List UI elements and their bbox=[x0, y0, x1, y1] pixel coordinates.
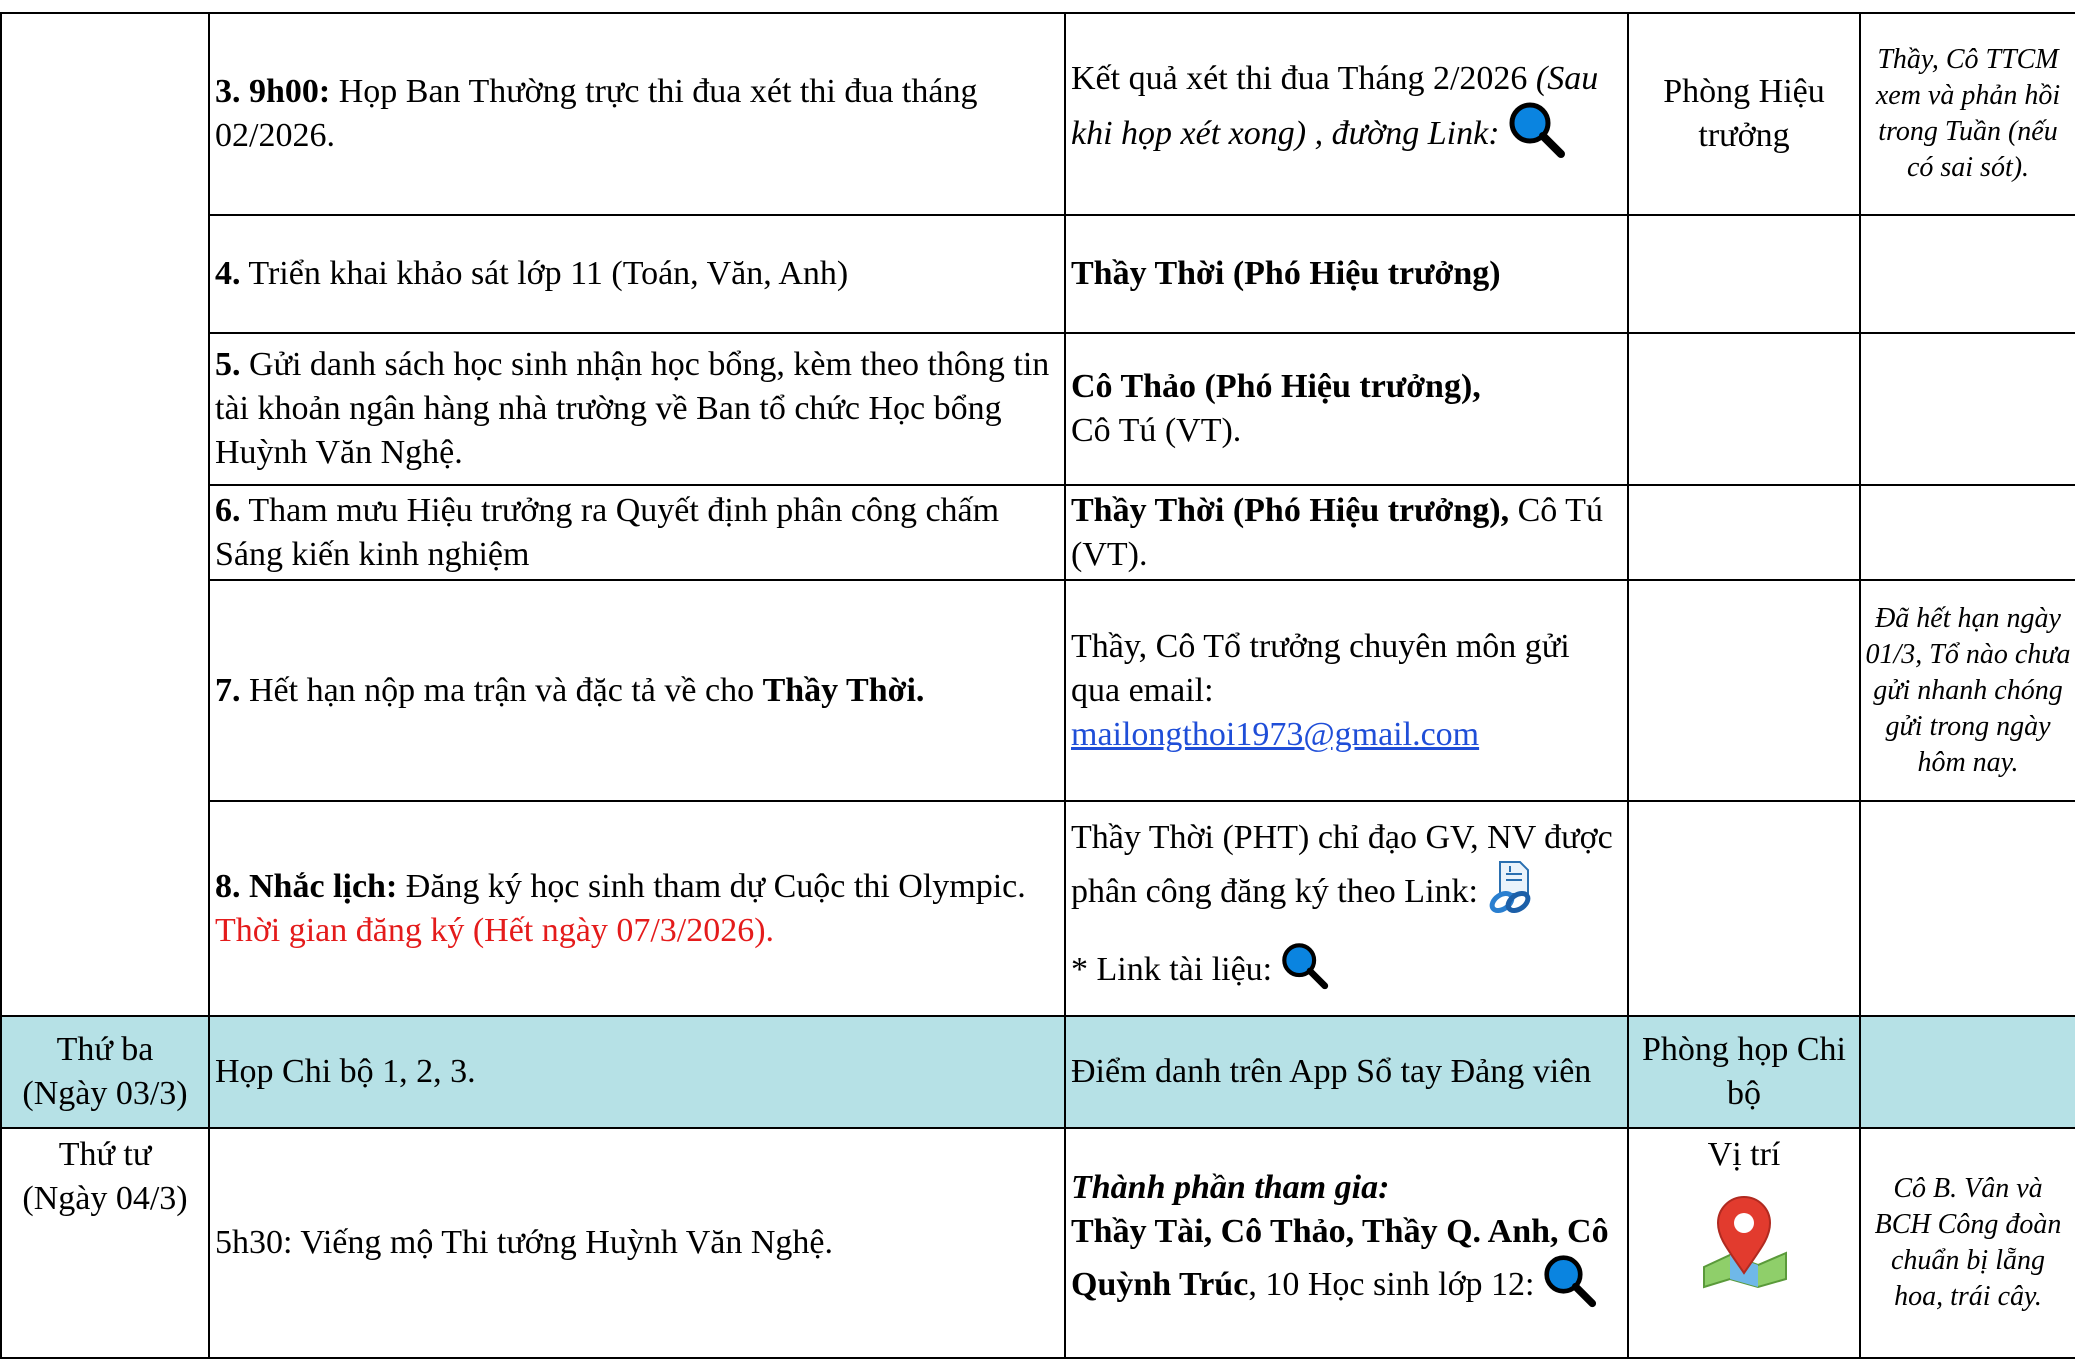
detail-text: Cô Tú (VT). bbox=[1071, 412, 1242, 449]
note-text: Đã hết hạn ngày 01/3, Tổ nào chưa gửi nhanh chóng gửi trong ngày hôm nay. bbox=[1865, 602, 2071, 778]
detail-text: Điểm danh trên App Sổ tay Đảng viên bbox=[1071, 1053, 1592, 1090]
task-bold-end: Thầy Thời. bbox=[762, 671, 925, 709]
detail-cell bbox=[1065, 485, 1628, 580]
place-cell bbox=[1628, 801, 1860, 1016]
task-text: Tham mưu Hiệu trưởng ra Quyết định phân công chấm Sáng kiến kinh nghiệm bbox=[215, 491, 1000, 573]
task-number: 4. bbox=[215, 255, 241, 292]
note-text: Cô B. Vân và BCH Công đoàn chuẩn bị lẵng hoa, trái cây. bbox=[1874, 1173, 2062, 1312]
task-text: Họp Chi bộ 1, 2, 3. bbox=[215, 1053, 476, 1090]
place-text: Phòng Hiệu trưởng bbox=[1663, 73, 1825, 154]
detail-bold: Thầy Thời (Phó Hiệu trưởng) bbox=[1071, 255, 1501, 292]
task-number: 6. bbox=[215, 491, 241, 529]
table-row-tuesday bbox=[1, 1016, 2075, 1128]
magnifier-icon[interactable] bbox=[1508, 101, 1566, 171]
note-cell bbox=[1860, 1016, 2075, 1128]
task-cell bbox=[209, 580, 1065, 801]
table-row bbox=[1, 580, 2075, 801]
table-row bbox=[1, 333, 2075, 485]
task-number: 7. bbox=[215, 671, 241, 709]
table-row bbox=[1, 13, 2075, 215]
note-cell bbox=[1860, 801, 2075, 1016]
detail-label: Thành phần tham gia: bbox=[1071, 1169, 1390, 1206]
task-cell bbox=[209, 215, 1065, 333]
note-cell bbox=[1860, 1128, 2075, 1358]
task-text: Đăng ký học sinh tham dự Cuộc thi Olympic. bbox=[397, 867, 1026, 905]
place-text: Vị trí bbox=[1707, 1136, 1781, 1173]
detail-cell bbox=[1065, 1128, 1628, 1358]
task-cell bbox=[209, 485, 1065, 580]
table-row bbox=[1, 801, 2075, 1016]
detail-cell bbox=[1065, 13, 1628, 215]
detail-text: Cô Tú (VT). bbox=[1071, 491, 1603, 573]
detail-cell bbox=[1065, 215, 1628, 333]
place-text: Phòng họp Chi bộ bbox=[1641, 1031, 1847, 1112]
place-cell bbox=[1628, 13, 1860, 215]
detail-text: , 10 Học sinh lớp 12: bbox=[1248, 1265, 1535, 1303]
map-pin-icon[interactable] bbox=[1634, 1189, 1854, 1301]
place-cell bbox=[1628, 333, 1860, 485]
day-date: (Ngày 04/3) bbox=[22, 1180, 188, 1217]
task-number: 5. bbox=[215, 346, 241, 383]
task-cell bbox=[209, 801, 1065, 1016]
task-cell bbox=[209, 1016, 1065, 1128]
note-text: Thầy, Cô TTCM xem và phản hồi trong Tuần (nếu có sai sót). bbox=[1875, 44, 2061, 183]
detail-bold: Thầy Thời (Phó Hiệu trưởng), bbox=[1071, 491, 1510, 529]
note-cell bbox=[1860, 13, 2075, 215]
note-cell bbox=[1860, 580, 2075, 801]
schedule-table bbox=[0, 12, 2075, 1359]
task-cell bbox=[209, 13, 1065, 215]
detail-italic: (Sau khi họp xét xong) , đường Link: bbox=[1071, 60, 1599, 152]
task-number: 8. Nhắc lịch: bbox=[215, 867, 398, 905]
note-cell bbox=[1860, 215, 2075, 333]
day-name: Thứ tư bbox=[58, 1136, 152, 1173]
table-row bbox=[1, 485, 2075, 580]
task-number: 3. 9h00: bbox=[215, 73, 331, 110]
detail-cell bbox=[1065, 580, 1628, 801]
day-date: (Ngày 03/3) bbox=[22, 1075, 188, 1112]
task-text: Triển khai khảo sát lớp 11 (Toán, Văn, Anh) bbox=[240, 255, 849, 292]
place-cell bbox=[1628, 215, 1860, 333]
task-text: Hết hạn nộp ma trận và đặc tả về cho bbox=[240, 671, 763, 709]
note-cell bbox=[1860, 333, 2075, 485]
place-cell bbox=[1628, 1128, 1860, 1358]
detail-bold: Thầy Tài, Cô Thảo, Thầy Q. Anh, Cô Quỳnh Trúc bbox=[1071, 1213, 1609, 1303]
detail-text: Thầy Thời (PHT) chỉ đạo GV, NV được phân công đăng ký theo Link: bbox=[1071, 818, 1613, 910]
task-text: Gửi danh sách học sinh nhận học bổng, kèm theo thông tin tài khoản ngân hàng nhà trường về Ban tổ chức Học bổng Huỳnh Văn Nghệ. bbox=[215, 346, 1050, 471]
place-cell bbox=[1628, 580, 1860, 801]
day-cell bbox=[1, 1016, 209, 1128]
document-link-icon[interactable] bbox=[1486, 860, 1536, 928]
doc-link-label: * Link tài liệu: bbox=[1071, 950, 1273, 988]
detail-text: Kết quả xét thi đua Tháng 2/2026 bbox=[1071, 60, 1536, 97]
place-cell bbox=[1628, 1016, 1860, 1128]
task-cell bbox=[209, 1128, 1065, 1358]
magnifier-icon[interactable] bbox=[1543, 1254, 1597, 1320]
detail-cell bbox=[1065, 801, 1628, 1016]
email-link[interactable]: mailongthoi1973@gmail.com bbox=[1071, 715, 1480, 753]
table-row-wednesday bbox=[1, 1128, 2075, 1358]
doc-link-line bbox=[1071, 942, 1622, 1002]
day-name: Thứ ba bbox=[56, 1031, 154, 1068]
day-cell bbox=[1, 1128, 209, 1358]
detail-cell bbox=[1065, 1016, 1628, 1128]
task-cell bbox=[209, 333, 1065, 485]
deadline-text: Thời gian đăng ký (Hết ngày 07/3/2026). bbox=[215, 911, 775, 949]
magnifier-icon[interactable] bbox=[1281, 942, 1329, 1002]
detail-text: Thầy, Cô Tổ trưởng chuyên môn gửi qua email: bbox=[1071, 627, 1570, 709]
task-text: 5h30: Viếng mộ Thi tướng Huỳnh Văn Nghệ. bbox=[215, 1224, 834, 1261]
detail-cell bbox=[1065, 333, 1628, 485]
place-cell bbox=[1628, 485, 1860, 580]
task-text: Họp Ban Thường trực thi đua xét thi đua tháng 02/2026. bbox=[215, 73, 978, 154]
detail-bold: Cô Thảo (Phó Hiệu trưởng), bbox=[1071, 368, 1481, 405]
note-cell bbox=[1860, 485, 2075, 580]
table-row bbox=[1, 215, 2075, 333]
day-cell bbox=[1, 13, 209, 1016]
